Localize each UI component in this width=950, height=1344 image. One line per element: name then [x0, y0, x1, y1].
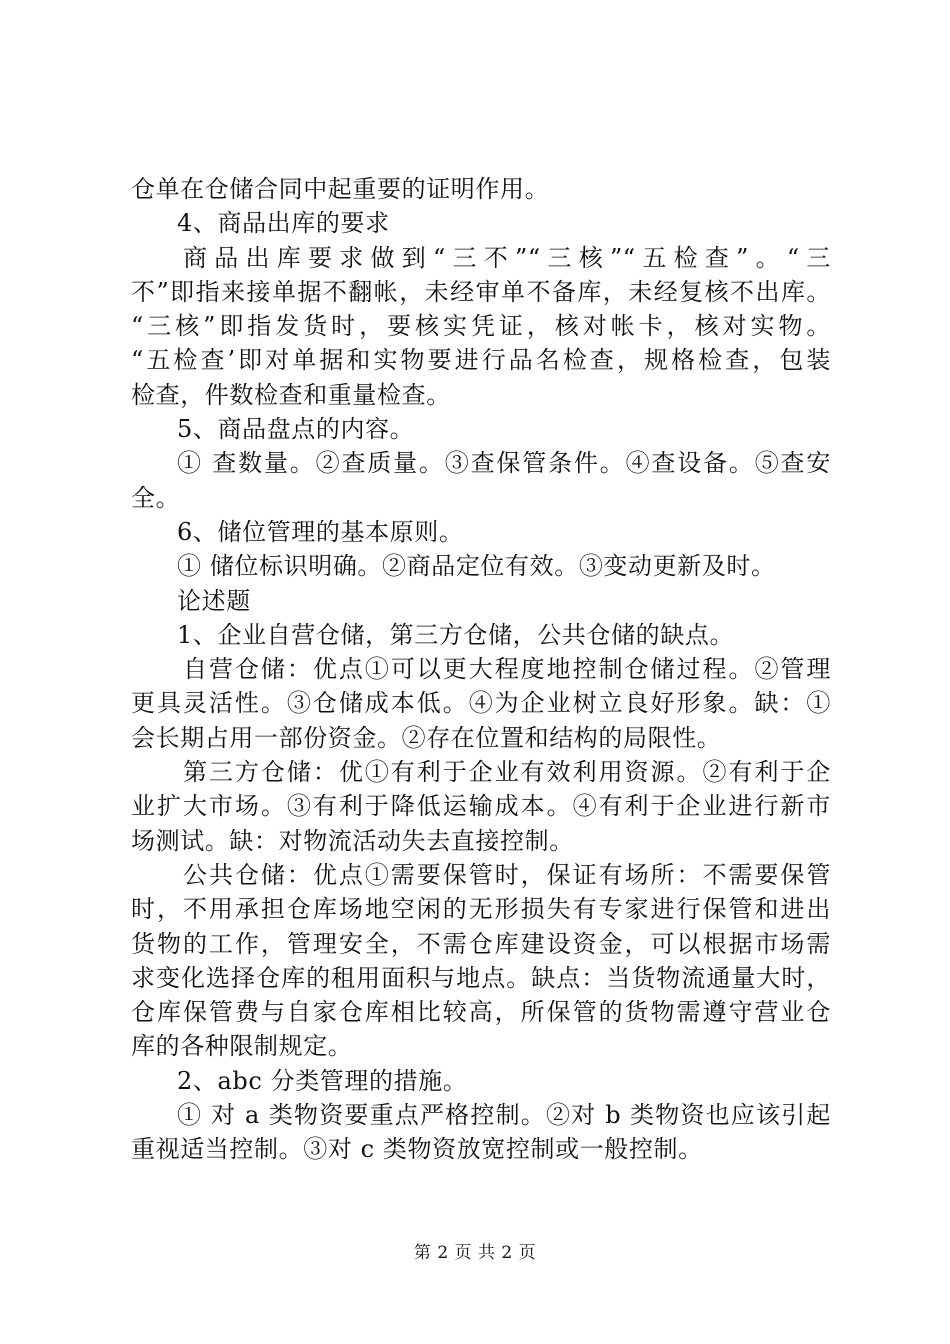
text-line: 仓库保管费与自家仓库相比较高，所保管的货物需遵守营业仓	[131, 998, 831, 1027]
text-line: 时，不用承担仓库场地空闲的无形损失有专家进行保管和进出	[131, 895, 831, 924]
document-body	[131, 172, 831, 1167]
text-line: 会长期占用一部份资金。②存在位置和结构的局限性。	[131, 723, 722, 752]
text-line: 重视适当控制。③对 c 类物资放宽控制或一般控制。	[131, 1135, 703, 1164]
text-line: 业扩大市场。③有利于降低运输成本。④有利于企业进行新市	[131, 792, 831, 821]
text-line: 6、储位管理的基本原则。	[177, 517, 464, 546]
text-line: 检查，件数检查和重量检查。	[131, 380, 451, 409]
text-line: 仓单在仓储合同中起重要的证明作用。	[131, 175, 550, 203]
text-line: ① 储位标识明确。②商品定位有效。③变动更新及时。	[177, 552, 776, 581]
text-line: 商品出库要求做到“三不”“三核”“五检查”。“三	[183, 243, 831, 272]
text-line: 求变化选择仓库的租用面积与地点。缺点：当货物流通量大时，	[131, 963, 831, 992]
text-line: 全。	[131, 483, 181, 512]
text-line: 4、商品出库的要求	[177, 209, 390, 238]
text-line: 场测试。缺：对物流活动失去直接控制。	[131, 826, 574, 855]
text-line: 自营仓储：优点①可以更大程度地控制仓储过程。②管理	[183, 655, 831, 684]
text-line: ① 查数量。②查质量。③查保管条件。④查设备。⑤查安	[177, 449, 831, 478]
text-line: 5、商品盘点的内容。	[177, 415, 415, 444]
page-number-footer: 第 2 页 共 2 页	[413, 1243, 537, 1263]
text-line: “五检查’即对单据和实物要进行品名检查，规格检查，包装	[131, 346, 831, 375]
text-line: ① 对 a 类物资要重点严格控制。②对 b 类物资也应该引起	[177, 1101, 831, 1130]
text-line: 2、abc 分类管理的措施。	[177, 1066, 468, 1095]
section-heading: 论述题	[177, 586, 251, 615]
text-line: 库的各种限制规定。	[131, 1032, 353, 1061]
text-line: 公共仓储：优点①需要保管时，保证有场所：不需要保管	[183, 860, 831, 889]
text-line: 1、企业自营仓储，第三方仓储，公共仓储的缺点。	[177, 620, 735, 649]
text-line: 第三方仓储：优①有利于企业有效利用资源。②有利于企	[183, 758, 831, 787]
text-line: 更具灵活性。③仓储成本低。④为企业树立良好形象。缺：①	[131, 689, 831, 718]
text-line: “三核”即指发货时，要核实凭证，核对帐卡，核对实物。	[131, 312, 831, 341]
text-line: 货物的工作，管理安全，不需仓库建设资金，可以根据市场需	[131, 929, 831, 958]
text-line: 不”即指来接单据不翻帐，未经审单不备库，未经复核不出库。	[131, 277, 831, 306]
